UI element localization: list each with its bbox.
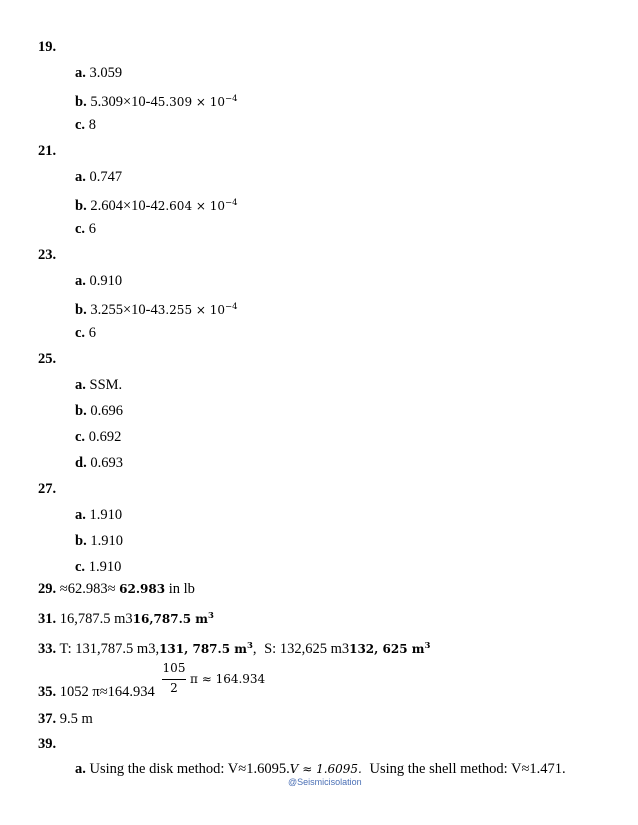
- problem-27-b: [75, 532, 123, 550]
- part-value: 0.693: [90, 455, 123, 471]
- part-label: d.: [75, 455, 87, 471]
- part-value: 1.910: [89, 507, 123, 523]
- part-label: b.: [75, 302, 87, 318]
- problem-25-d: [75, 454, 123, 472]
- part-value: 1.910: [88, 559, 122, 575]
- part-label: a.: [75, 507, 86, 523]
- answer-text: 16,787.5 m3: [59, 611, 133, 627]
- problem-35: [38, 683, 155, 701]
- problem-25-b: [75, 402, 123, 420]
- separator: ,: [252, 641, 257, 657]
- problem-21-number: 21.: [38, 143, 57, 159]
- part-value: 3.255×10-4: [90, 302, 158, 318]
- part-label: b.: [75, 94, 87, 110]
- math-render: $2.604 \times 10^{-4}$: [157, 198, 238, 213]
- part-value: 2.604×10-4: [90, 198, 158, 214]
- problem-23-number: 23.: [38, 247, 57, 263]
- fraction-bar: [162, 679, 186, 680]
- part-label: c.: [75, 221, 86, 237]
- part-label: a.: [75, 273, 86, 289]
- answer-text-s: S: 132,625 m3: [264, 641, 350, 657]
- part-value: 0.747: [89, 169, 123, 185]
- part-label: c.: [75, 559, 86, 575]
- part-value: 6: [88, 325, 96, 341]
- part-label: c.: [75, 429, 86, 445]
- part-label: c.: [75, 325, 86, 341]
- problem-21-b: [75, 194, 238, 215]
- part-label: b.: [75, 533, 87, 549]
- fraction-denominator: 2: [170, 681, 178, 695]
- problem-29: [38, 580, 195, 598]
- fraction-numerator: 105: [162, 661, 186, 675]
- problem-19-a: [75, 64, 122, 82]
- problem-number: 33.: [38, 641, 57, 657]
- math-render: π ≈ 164.934: [190, 672, 266, 686]
- problem-25-a: [75, 376, 122, 394]
- part-label: a.: [75, 377, 86, 393]
- part-value: 1.910: [90, 533, 123, 549]
- part-value: 0.910: [89, 273, 123, 289]
- part-value: 3.059: [89, 65, 123, 81]
- answer-text: ≈62.983≈: [59, 581, 116, 597]
- answer-text: 1052 π≈164.934: [59, 684, 155, 700]
- problem-37: [38, 710, 93, 728]
- problem-27-a: [75, 506, 122, 524]
- answer-text: 9.5 m: [59, 711, 93, 727]
- math-render: 16,787.5 $m^3$: [132, 611, 214, 626]
- math-render: V ≈ 1.6095.: [289, 762, 362, 776]
- part-label: b.: [75, 403, 87, 419]
- problem-number: 29.: [38, 581, 57, 597]
- answer-unit: in lb: [168, 581, 195, 597]
- problem-number: 37.: [38, 711, 57, 727]
- math-render-s: 132, 625 $m^3$: [349, 641, 431, 656]
- problem-number: 35.: [38, 684, 57, 700]
- math-render: 62.983: [119, 582, 166, 596]
- problem-21-c: [75, 220, 96, 238]
- problem-19-c: [75, 116, 96, 134]
- problem-23-b: [75, 298, 238, 319]
- part-label: a.: [75, 65, 86, 81]
- math-render: $5.309 \times 10^{-4}$: [157, 94, 238, 109]
- part-value: 5.309×10-4: [90, 94, 158, 110]
- problem-27-number: 27.: [38, 481, 57, 497]
- problem-23-a: [75, 272, 122, 290]
- problem-21-a: [75, 168, 122, 186]
- math-render-t: 131, 787.5 $m^3$: [159, 641, 253, 656]
- problem-19-number: 19.: [38, 39, 57, 55]
- answer-text: Using the disk method: V≈1.6095.: [89, 761, 290, 777]
- part-value: 0.696: [90, 403, 123, 419]
- part-label: a.: [75, 169, 86, 185]
- problem-25-c: [75, 428, 121, 446]
- part-value: SSM.: [89, 377, 123, 393]
- answer-text-t: T: 131,787.5 m3,: [59, 641, 160, 657]
- problem-33: [38, 637, 430, 658]
- part-value: 6: [88, 221, 96, 237]
- answer-text-2: Using the shell method: V≈1.471.: [369, 761, 566, 777]
- part-label: b.: [75, 198, 87, 214]
- part-label: a.: [75, 761, 86, 777]
- watermark: @Seismicisolation: [288, 777, 362, 787]
- part-value: 0.692: [88, 429, 122, 445]
- part-label: c.: [75, 117, 86, 133]
- problem-23-c: [75, 324, 96, 342]
- problem-39-number: 39.: [38, 736, 57, 752]
- problem-25-number: 25.: [38, 351, 57, 367]
- problem-27-c: [75, 558, 121, 576]
- problem-31: [38, 607, 214, 628]
- math-render: $3.255 \times 10^{-4}$: [157, 302, 238, 317]
- part-value: 8: [88, 117, 96, 133]
- problem-19-b: [75, 90, 238, 111]
- problem-number: 31.: [38, 611, 57, 627]
- problem-39-a: [75, 760, 566, 778]
